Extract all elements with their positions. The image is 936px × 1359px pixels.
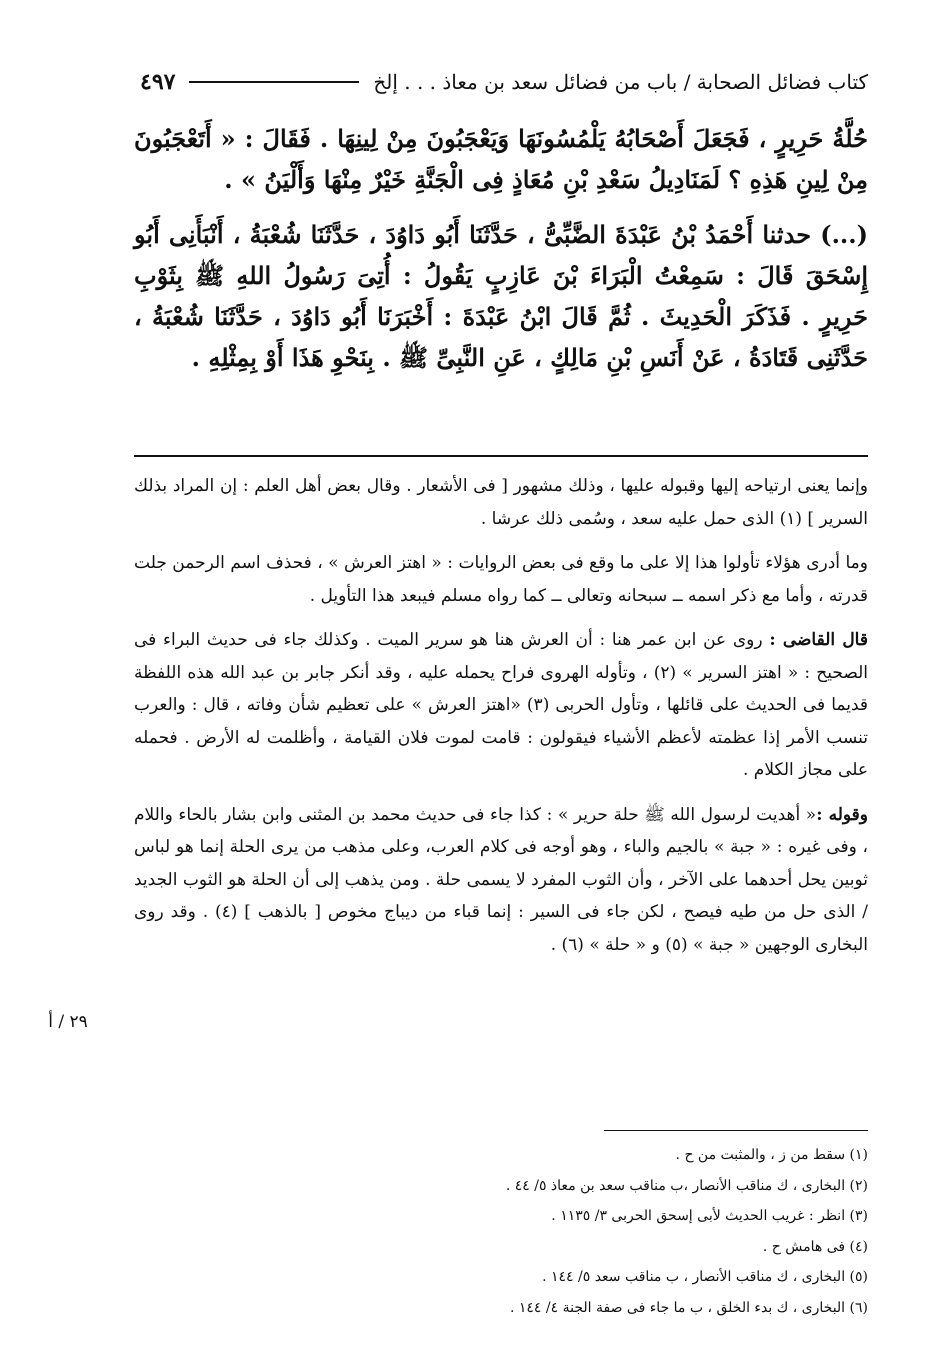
commentary-body: روى عن ابن عمر هنا : أن العرش هنا هو سرير الميت . وكذلك جاء فى حديث البراء فى الصحيح : « اهتز السرير » (٢) ، وتأوله الهروى فراح يحمله عليه ، وقد أنكر جابر بن عبد الله هذه اللفظة قديما فى الحديث على قائلها ، وتأول الحربى (٣) «اهتز العرش » على تعظيم شأن وفاته ، قال : والعرب تنسب الأمر إذا عظمته لأعظم الأشياء فيقولون : قامت لموت فلان القيامة ، وأظلمت له الأرض . فحمله على مجاز الكلام . xyxy=(134,630,868,780)
section-divider xyxy=(134,455,868,457)
footnote: (٢) البخارى ، ك مناقب الأنصار ،ب مناقب سعد بن معاذ ٥/ ٤٤ . xyxy=(505,1177,868,1194)
commentary-paragraph xyxy=(134,799,868,962)
footnote: (١) سقط من ز ، والمثبت من ح . xyxy=(675,1147,868,1163)
commentary-body: « أهديت لرسول الله ﷺ حلة حرير » : كذا جاء فى حديث محمد بن المثنى وابن بشار بالحاء واللام ، وفى غيره : « جبة » بالجيم والباء ، وهو أوجه فى كلام العرب، وعلى مذهب من يرى الحلة إنما هو لباس ثوبين يحل أحدهما على الآخر ، وأن الثوب المفرد لا يسمى حلة . ومن يذهب إلى أن الحلة هو الثوب الجديد / الذى حل من طيه فيصح ، لكن جاء فى السير : إنما قباء من ديباج مخوص [ بالذهب ] (٤) . وقد روى البخارى الوجهين « جبة » (٥) و « حلة » (٦) . xyxy=(134,804,869,955)
header-rule xyxy=(189,81,359,83)
footnote: (٦) البخارى ، ك بدء الخلق ، ب ما جاء فى صفة الجنة ٤/ ١٤٤ . xyxy=(509,1299,868,1316)
hadith-paragraph: حُلَّةُ حَرِيرٍ ، فَجَعَلَ أَصْحَابُهُ يَلْمُسُونَهَا وَيَعْجَبُونَ مِنْ لِينِهَا . فَقَالَ : « أَتَعْجَبُونَ مِنْ لِينِ هَذِهِ ؟ لَمَنَادِيلُ سَعْدِ بْنِ مُعَاذٍ فِى الْجَنَّةِ خَيْرٌ مِنْهَا وَأَلْيَنُ » . xyxy=(134,124,868,194)
footnote: (٥) البخارى ، ك مناقب الأنصار ، ب مناقب سعد ٥/ ١٤٤ . xyxy=(542,1269,868,1285)
commentary-lead: قال القاضى : xyxy=(769,630,868,650)
footnote: (٤) فى هامش ح . xyxy=(762,1238,868,1255)
hadith-text xyxy=(134,118,868,392)
header-title: كتاب فضائل الصحابة / باب من فضائل سعد بن معاذ . . . إلخ xyxy=(373,70,868,94)
commentary-paragraph: وإنما يعنى ارتياحه إليها وقبوله عليها ، وذلك مشهور [ فى الأشعار . وقال بعض أهل العلم : إن المراد بذلك السرير ] (١) الذى حمل عليه سعد ، وسُمى ذلك عرشا . xyxy=(134,476,868,529)
commentary-paragraph xyxy=(134,624,868,787)
hadith-paragraph: (...) حدثنا أَحْمَدُ بْنُ عَبْدَةَ الضَّبِّىُّ ، حَدَّثَنَا أَبُو دَاوُدَ ، حَدَّثَنَا شُعْبَةُ ، أَنْبَأَنِى أَبُو إِسْحَقَ قَالَ : سَمِعْتُ الْبَرَاءَ بْنَ عَازِبٍ يَقُولُ : أُتِىَ رَسُولُ اللهِ ﷺ بِثَوْبِ حَرِيرٍ . فَذَكَرَ الْحَدِيثَ . ثُمَّ قَالَ ابْنُ عَبْدَةَ : أَخْبَرَنَا أَبُو دَاوُدَ ، حَدَّثَنَا شُعْبَةُ ، حَدَّثَنِى قَتَادَةُ ، عَنْ أَنَسِ بْنِ مَالِكٍ ، عَنِ النَّبِىِّ ﷺ . بِنَحْوِ هَذَا أَوْ بِمِثْلِهِ . xyxy=(134,220,868,372)
manuscript-folio-note: ٢٩ / أ xyxy=(48,1012,88,1032)
footnotes xyxy=(300,1140,868,1323)
commentary-lead: وقوله : xyxy=(816,804,868,825)
running-header xyxy=(140,66,868,98)
footnote: (٣) انظر : غريب الحديث لأبى إسحق الحربى ٣/ ١١٣٥ . xyxy=(551,1208,868,1224)
commentary-paragraph: وما أدرى هؤلاء تأولوا هذا إلا على ما وقع فى بعض الروايات : « اهتز العرش » ، فحذف اسم الرحمن جلت قدرته ، وأما مع ذكر اسمه ــ سبحانه وتعالى ــ كما رواه مسلم فيبعد هذا التأويل . xyxy=(134,553,868,606)
commentary-text xyxy=(134,470,868,973)
page-number: ٤٩٧ xyxy=(140,69,176,95)
footnote-rule xyxy=(604,1130,868,1131)
